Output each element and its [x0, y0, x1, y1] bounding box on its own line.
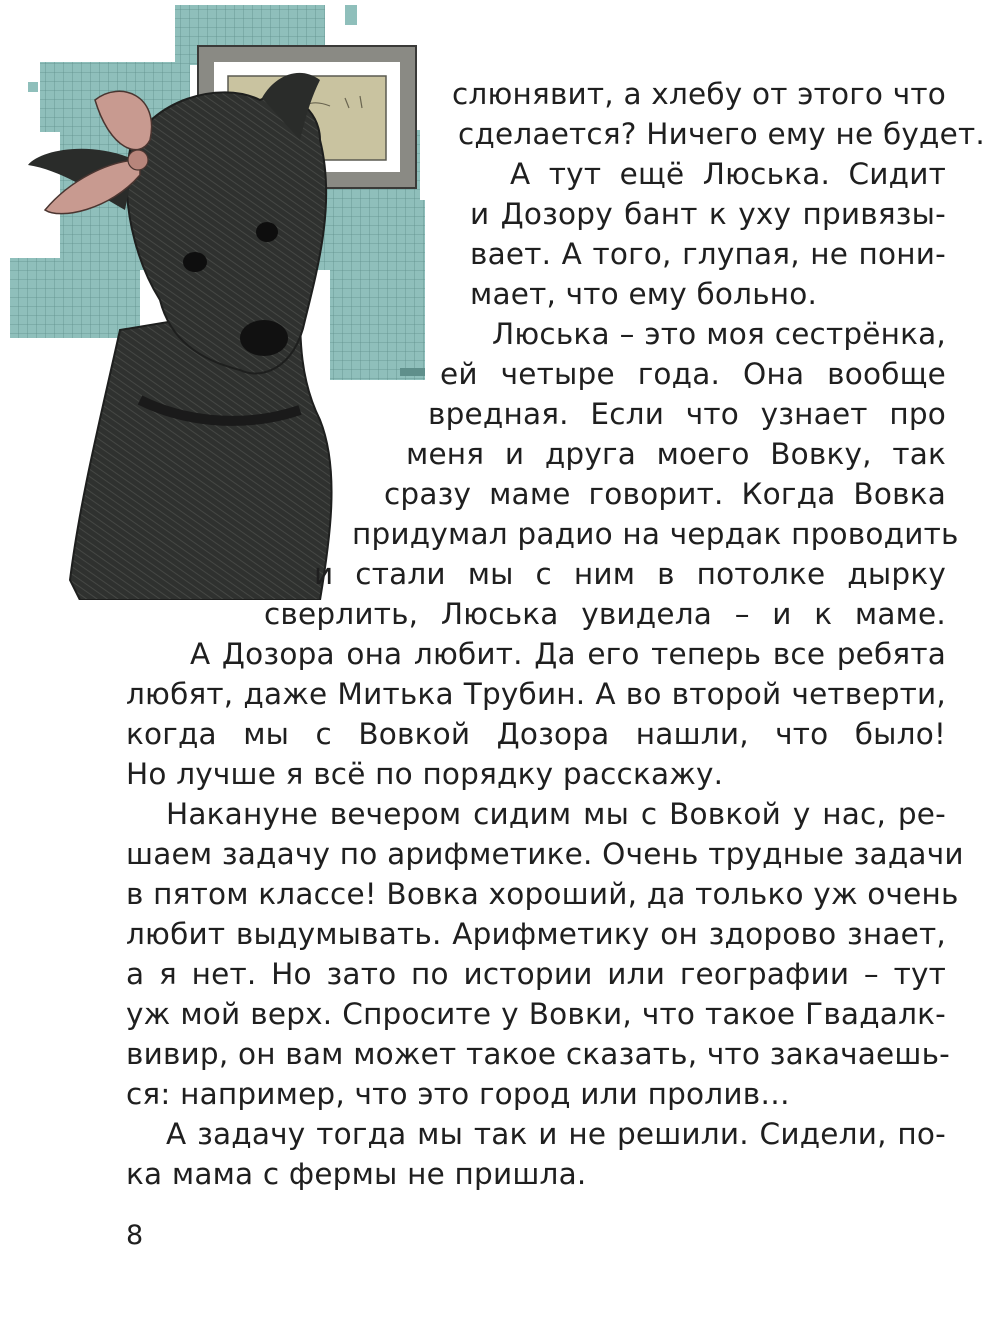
text-line: сверлить, Люська увидела – и к маме. — [264, 597, 946, 631]
text-line: А Дозора она любит. Да его теперь все ребята — [190, 637, 946, 671]
text-line: сделается? Ничего ему не будет. — [458, 117, 985, 151]
text-line: сразу маме говорит. Когда Вовка — [384, 477, 946, 511]
text-line: любят, даже Митька Трубин. А во второй четверти, — [126, 677, 946, 711]
text-line: А тут ещё Люська. Сидит — [510, 157, 946, 191]
text-line: Люська – это моя сестрёнка, — [492, 317, 946, 351]
text-line: и стали мы с ним в потолке дырку — [314, 557, 946, 591]
dog-nose — [240, 320, 288, 356]
text-line: меня и друга моего Вовку, так — [406, 437, 946, 471]
text-line: вредная. Если что узнает про — [428, 397, 946, 431]
text-line: и Дозору бант к уху привязы- — [470, 197, 946, 231]
text-line: в пятом классе! Вовка хороший, да только уж очень — [126, 877, 959, 911]
text-line: слюнявит, а хлебу от этого что — [452, 77, 947, 111]
text-line: ся: например, что это город или пролив… — [126, 1077, 791, 1111]
text-line: придумал радио на чердак проводить — [352, 517, 959, 551]
text-line: а я нет. Но зато по истории или географии – тут — [126, 957, 946, 991]
page-number: 8 — [126, 1220, 144, 1251]
text-line: шаем задачу по арифметике. Очень трудные задачи — [126, 837, 964, 871]
text-line: любит выдумывать. Арифметику он здорово знает, — [126, 917, 946, 951]
dog-right-eye — [256, 222, 278, 242]
text-line: когда мы с Вовкой Дозора нашли, что было! — [126, 717, 946, 751]
text-line: Накануне вечером сидим мы с Вовкой у нас, ре- — [166, 797, 946, 831]
text-line: мает, что ему больно. — [470, 277, 818, 311]
text-line: вает. А того, глупая, не пони- — [470, 237, 946, 271]
text-line: ей четыре года. Она вообще — [440, 357, 946, 391]
text-line: Но лучше я всё по порядку расскажу. — [126, 757, 724, 791]
text-line: вивир, он вам может такое сказать, что закачаешь- — [126, 1037, 951, 1071]
dog-left-eye — [183, 252, 207, 272]
text-line: ка мама с фермы не пришла. — [126, 1157, 587, 1191]
text-line: уж мой верх. Спросите у Вовки, что такое Гвадалк- — [126, 997, 946, 1031]
text-line: А задачу тогда мы так и не решили. Сидели, по- — [166, 1117, 946, 1151]
